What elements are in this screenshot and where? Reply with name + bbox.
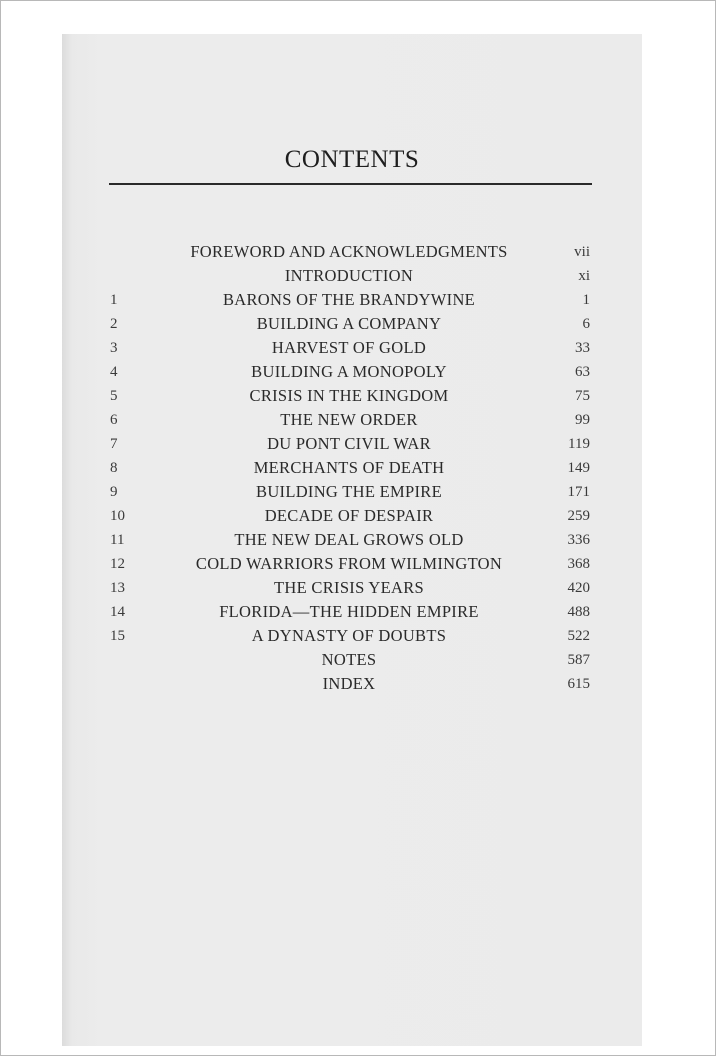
chapter-number: 5 xyxy=(110,388,118,404)
toc-entry xyxy=(62,482,642,502)
chapter-title: INDEX xyxy=(322,674,376,693)
page-number: 149 xyxy=(567,460,590,476)
chapter-title: BUILDING A COMPANY xyxy=(256,314,442,333)
title-rule xyxy=(109,183,592,185)
page-number: 368 xyxy=(567,556,590,572)
toc-entry xyxy=(62,458,642,478)
chapter-number: 14 xyxy=(110,604,125,620)
page-number: 420 xyxy=(567,580,590,596)
toc-entry xyxy=(62,266,642,286)
page-number: 75 xyxy=(575,388,590,404)
chapter-title: INTRODUCTION xyxy=(284,266,414,285)
chapter-number: 9 xyxy=(110,484,118,500)
book-page xyxy=(62,34,642,1046)
page-number: 119 xyxy=(568,436,590,452)
chapter-number: 11 xyxy=(110,532,125,548)
chapter-title: DECADE OF DESPAIR xyxy=(264,506,434,525)
chapter-number: 15 xyxy=(110,628,125,644)
page-number: 6 xyxy=(582,316,590,332)
toc-entry xyxy=(62,626,642,646)
chapter-title: MERCHANTS OF DEATH xyxy=(253,458,445,477)
toc-entry xyxy=(62,434,642,454)
chapter-title: FLORIDA—THE HIDDEN EMPIRE xyxy=(219,602,479,621)
toc-entry xyxy=(62,530,642,550)
toc-entry xyxy=(62,506,642,526)
toc-entry xyxy=(62,554,642,574)
toc-entry xyxy=(62,674,642,694)
chapter-number: 8 xyxy=(110,460,118,476)
chapter-number: 2 xyxy=(110,316,118,332)
chapter-number: 1 xyxy=(110,292,118,308)
chapter-title: CRISIS IN THE KINGDOM xyxy=(249,386,449,405)
page-number: 336 xyxy=(567,532,590,548)
page-number: 587 xyxy=(567,652,590,668)
page-number: 615 xyxy=(567,676,590,692)
chapter-title: THE CRISIS YEARS xyxy=(274,578,424,597)
page-number: xi xyxy=(578,268,590,284)
page-title: CONTENTS xyxy=(284,146,420,173)
chapter-number: 3 xyxy=(110,340,118,356)
chapter-title: BARONS OF THE BRANDYWINE xyxy=(222,290,476,309)
chapter-title: HARVEST OF GOLD xyxy=(271,338,427,357)
toc-entry xyxy=(62,602,642,622)
page-number: 488 xyxy=(567,604,590,620)
page-number: 522 xyxy=(567,628,590,644)
chapter-number: 4 xyxy=(110,364,118,380)
page-number: 1 xyxy=(582,292,590,308)
chapter-title: COLD WARRIORS FROM WILMINGTON xyxy=(195,554,503,573)
toc-entry xyxy=(62,386,642,406)
chapter-number: 12 xyxy=(110,556,125,572)
page-number: 63 xyxy=(575,364,590,380)
chapter-number: 6 xyxy=(110,412,118,428)
toc-entry xyxy=(62,242,642,262)
chapter-title: THE NEW ORDER xyxy=(280,410,418,429)
page-number: 33 xyxy=(575,340,590,356)
chapter-title: DU PONT CIVIL WAR xyxy=(267,434,431,453)
chapter-title: BUILDING THE EMPIRE xyxy=(256,482,442,501)
chapter-title: A DYNASTY OF DOUBTS xyxy=(251,626,447,645)
toc-entry xyxy=(62,338,642,358)
chapter-title: BUILDING A MONOPOLY xyxy=(251,362,447,381)
page-number: 99 xyxy=(575,412,590,428)
toc-entry xyxy=(62,290,642,310)
toc-entry xyxy=(62,362,642,382)
toc-entry xyxy=(62,314,642,334)
chapter-number: 7 xyxy=(110,436,118,452)
chapter-title: FOREWORD AND ACKNOWLEDGMENTS xyxy=(190,242,508,261)
toc-entry xyxy=(62,578,642,598)
toc-entry xyxy=(62,410,642,430)
page-number: vii xyxy=(574,244,590,260)
page-number: 259 xyxy=(567,508,590,524)
page-number: 171 xyxy=(567,484,590,500)
chapter-title: THE NEW DEAL GROWS OLD xyxy=(234,530,464,549)
chapter-title: NOTES xyxy=(321,650,377,669)
chapter-number: 13 xyxy=(110,580,125,596)
toc-entry xyxy=(62,650,642,670)
chapter-number: 10 xyxy=(110,508,125,524)
